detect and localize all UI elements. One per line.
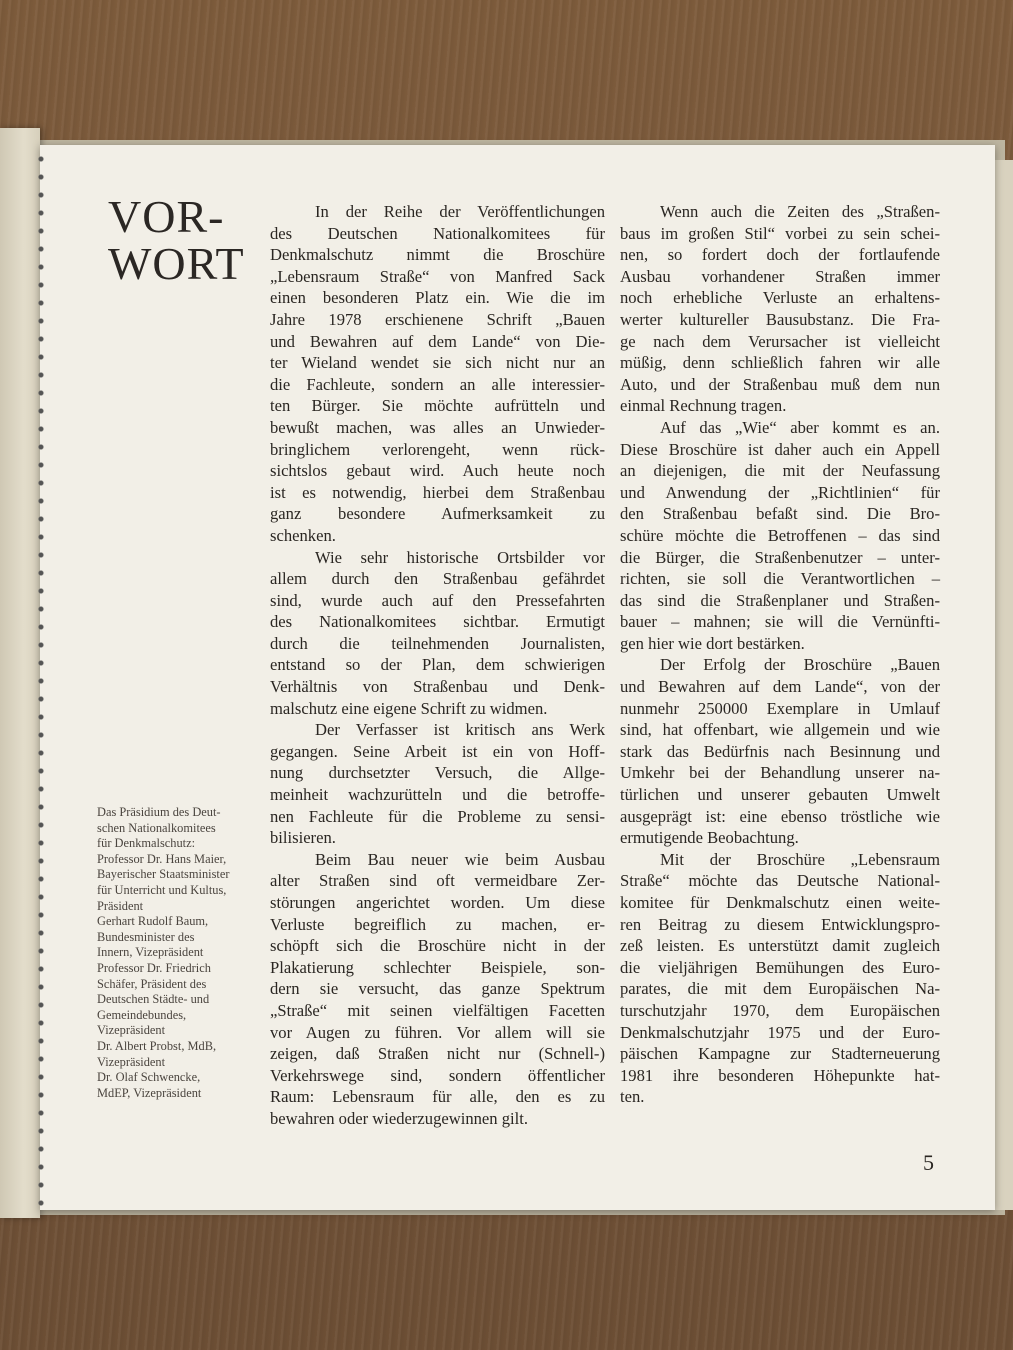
text-line: einen besonderen Platz ein. Wie die im xyxy=(270,288,605,308)
note-line: Gerhart Rudolf Baum, xyxy=(97,914,209,929)
text-line: Wie sehr historische Ortsbilder vor xyxy=(315,547,605,567)
text-line: Raum: Lebensraum für alle, den es zu xyxy=(270,1087,605,1107)
text-line: die Fachleute, sondern an alle interessier- xyxy=(270,374,605,394)
text-line: baus im großen Stil“ vorbei zu sein schei- xyxy=(620,223,940,243)
text-line: ren Beitrag zu diesem Entwicklungspro- xyxy=(620,914,940,934)
text-line: schenken. xyxy=(270,525,336,545)
text-line: zeß leisten. Es unterstützt damit zugleich xyxy=(620,936,940,956)
note-line: Präsident xyxy=(97,898,144,913)
presidium-note xyxy=(97,805,261,1101)
text-line: Auto, und der Straßenbau muß dem nun xyxy=(620,374,940,394)
text-line: einmal Rechnung tragen. xyxy=(620,396,787,416)
text-line: nung durchsetzter Versuch, die Allge- xyxy=(270,763,605,783)
note-line: Dr. Olaf Schwencke, xyxy=(97,1070,201,1085)
note-line: Gemeindebundes, xyxy=(97,1007,187,1022)
text-line: Ausbau vorhandener Straßen immer xyxy=(620,266,940,286)
text-line: die vieljährigen Bemühungen des Euro- xyxy=(620,957,940,977)
text-line: malschutz eine eigene Schrift zu widmen. xyxy=(270,698,548,718)
text-line: dern sie versucht, das ganze Spektrum xyxy=(270,979,605,999)
text-line: und Bewahren auf dem Lande“, von der xyxy=(620,677,940,697)
text-line: zeigen, daß Straßen nicht nur (Schnell-) xyxy=(270,1044,605,1064)
note-line: Deutschen Städte- und xyxy=(97,992,210,1007)
note-line: Bundesminister des xyxy=(97,929,195,944)
text-line: richten, sie soll die Verantwortlichen – xyxy=(620,569,940,589)
note-line: Innern, Vizepräsident xyxy=(97,945,204,960)
text-line: turschutzjahr 1970, dem Europäischen xyxy=(620,1000,940,1020)
text-line: störungen angerichtet worden. Um diese xyxy=(270,893,605,912)
note-line: Dr. Albert Probst, MdB, xyxy=(97,1038,217,1053)
text-line: und Anwendung der „Richtlinien“ für xyxy=(620,482,940,502)
text-line: nen, so fordert doch der fortlaufende xyxy=(620,245,940,265)
text-line: den Straßenbau befaßt sind. Die Bro- xyxy=(620,504,940,524)
title-line: VOR- xyxy=(108,191,225,242)
text-line: das sind die Straßenplaner und Straßen- xyxy=(620,590,940,610)
body-column-1 xyxy=(270,201,605,1130)
text-line: nunmehr 250000 Exemplare in Umlauf xyxy=(620,698,940,718)
text-line: ten. xyxy=(620,1087,645,1107)
text-line: „Straße“ mit seinen vielfältigen Facetten xyxy=(270,1000,605,1020)
text-line: gen hier wie dort bestärken. xyxy=(620,633,805,653)
text-line: noch erhebliche Verluste an erhaltens- xyxy=(620,288,940,308)
note-line: für Unterricht und Kultus, xyxy=(97,882,227,897)
note-line: für Denkmalschutz: xyxy=(97,836,196,851)
text-line: entstand so der Plan, dem schwierigen xyxy=(270,655,605,675)
text-line: bilisieren. xyxy=(270,828,336,848)
note-line: Vizepräsident xyxy=(97,1023,166,1038)
right-page-edge xyxy=(995,160,1013,1210)
page-title xyxy=(108,193,245,287)
text-line: und Bewahren auf dem Lande“ von Die- xyxy=(270,331,605,351)
text-line: sichtslos gebaut wird. Auch heute noch xyxy=(270,461,605,481)
text-line: Mit der Broschüre „Lebensraum xyxy=(660,849,940,869)
text-line: türlichen und unserer gebauten Umwelt xyxy=(620,785,940,805)
text-line: bringlichem verlorengeht, wenn rück- xyxy=(270,439,605,459)
text-line: Verkehrswege sind, sondern öffentlicher xyxy=(270,1065,605,1085)
text-line: allem durch den Straßenbau gefährdet xyxy=(270,569,605,589)
note-line: schen Nationalkomitees xyxy=(97,820,216,835)
note-line: MdEP, Vizepräsident xyxy=(97,1085,202,1100)
title-line: WORT xyxy=(108,238,245,289)
note-line: Das Präsidium des Deut- xyxy=(97,805,221,819)
text-line: werter kultureller Bausubstanz. Die Fra- xyxy=(620,309,940,329)
text-line: In der Reihe der Veröffentlichungen xyxy=(315,202,605,221)
text-line: bauer – mahnen; sie will die Vernünfti- xyxy=(620,612,940,632)
text-line: Verluste begreiflich zu machen, er- xyxy=(270,914,605,934)
page-number: 5 xyxy=(923,1150,934,1175)
text-line: ganz besondere Aufmerksamkeit zu xyxy=(270,504,605,524)
text-line: Straße“ möchte das Deutsche National- xyxy=(620,871,940,891)
text-line: ter Wieland wendet sie sich nicht nur an xyxy=(270,353,605,373)
spiral-binding xyxy=(33,150,49,1210)
text-line: Wenn auch die Zeiten des „Straßen- xyxy=(660,202,940,221)
text-line: gegangen. Seine Arbeit ist ein von Hoff- xyxy=(270,741,605,761)
text-line: bewußt machen, was alles an Unwieder- xyxy=(270,417,605,437)
text-line: stark das Bedürfnis nach Besinnung und xyxy=(620,741,940,761)
text-line: bewahren oder wiederzugewinnen gilt. xyxy=(270,1108,529,1128)
text-line: des Deutschen Nationalkomitees für xyxy=(270,223,605,243)
text-line: Der Erfolg der Broschüre „Bauen xyxy=(660,655,940,675)
note-line: Bayerischer Staatsminister xyxy=(97,867,230,882)
text-line: vor Augen zu führen. Vor allem will sie xyxy=(270,1022,605,1042)
text-line: an diejenigen, die mit der Neufassung xyxy=(620,461,940,481)
text-line: sind, hat offenbart, wie allgemein und wie xyxy=(620,720,940,740)
text-line: ge nach dem Verursacher ist vielleicht xyxy=(620,331,940,351)
text-line: Verhältnis von Straßenbau und Denk- xyxy=(270,677,605,697)
text-line: ermutigende Beobachtung. xyxy=(620,828,799,848)
text-line: „Lebensraum Straße“ von Manfred Sack xyxy=(270,266,605,286)
text-line: Umkehr bei der Behandlung unserer na- xyxy=(620,763,940,783)
body-column-2 xyxy=(620,201,940,1108)
text-line: ausgeprägt ist: eine ebenso tröstliche wie xyxy=(620,806,940,826)
text-line: parates, die mit dem Europäischen Na- xyxy=(620,979,940,999)
text-line: durch die teilnehmenden Journalisten, xyxy=(270,633,605,653)
text-line: müßig, denn schließlich fahren wir alle xyxy=(620,353,940,373)
text-line: komitee für Denkmalschutz einen weite- xyxy=(620,893,940,912)
text-line: 1981 ihre besonderen Höhepunkte hat- xyxy=(620,1065,940,1085)
text-line: schöpft sich die Broschüre nicht in der xyxy=(270,936,605,956)
text-line: päischen Kampagne zur Stadterneuerung xyxy=(620,1044,940,1064)
text-line: nen Fachleute für die Probleme zu sensi- xyxy=(270,806,605,826)
text-line: Der Verfasser ist kritisch ans Werk xyxy=(315,720,605,740)
text-line: Auf das „Wie“ aber kommt es an. xyxy=(660,417,940,437)
text-line: die Bürger, die Straßenbenutzer – unter- xyxy=(620,547,940,567)
note-line: Vizepräsident xyxy=(97,1054,166,1069)
text-line: Jahre 1978 erschienene Schrift „Bauen xyxy=(270,309,605,329)
text-line: Denkmalschutzjahr 1975 und der Euro- xyxy=(620,1022,940,1042)
text-line: Diese Broschüre ist daher auch ein Appell xyxy=(620,439,940,459)
text-line: Beim Bau neuer wie beim Ausbau xyxy=(315,849,605,869)
note-line: Professor Dr. Friedrich xyxy=(97,960,211,975)
text-line: des Nationalkomitees sichtbar. Ermutigt xyxy=(270,612,605,632)
text-line: ten Bürger. Sie möchte aufrütteln und xyxy=(270,396,605,416)
note-line: Schäfer, Präsident des xyxy=(97,976,207,991)
text-line: schüre möchte die Betroffenen – das sind xyxy=(620,525,940,545)
note-line: Professor Dr. Hans Maier, xyxy=(97,851,227,866)
text-line: Denkmalschutz nimmt die Broschüre xyxy=(270,245,605,265)
text-line: alter Straßen sind oft vermeidbare Zer- xyxy=(270,871,605,891)
text-line: sind, wurde auch auf den Pressefahrten xyxy=(270,590,605,610)
text-line: ist es notwendig, hierbei dem Straßenbau xyxy=(270,482,605,502)
text-line: Plakatierung schlechter Beispiele, son- xyxy=(270,957,605,977)
text-line: meinheit wachzurütteln und die betroffe- xyxy=(270,785,605,805)
